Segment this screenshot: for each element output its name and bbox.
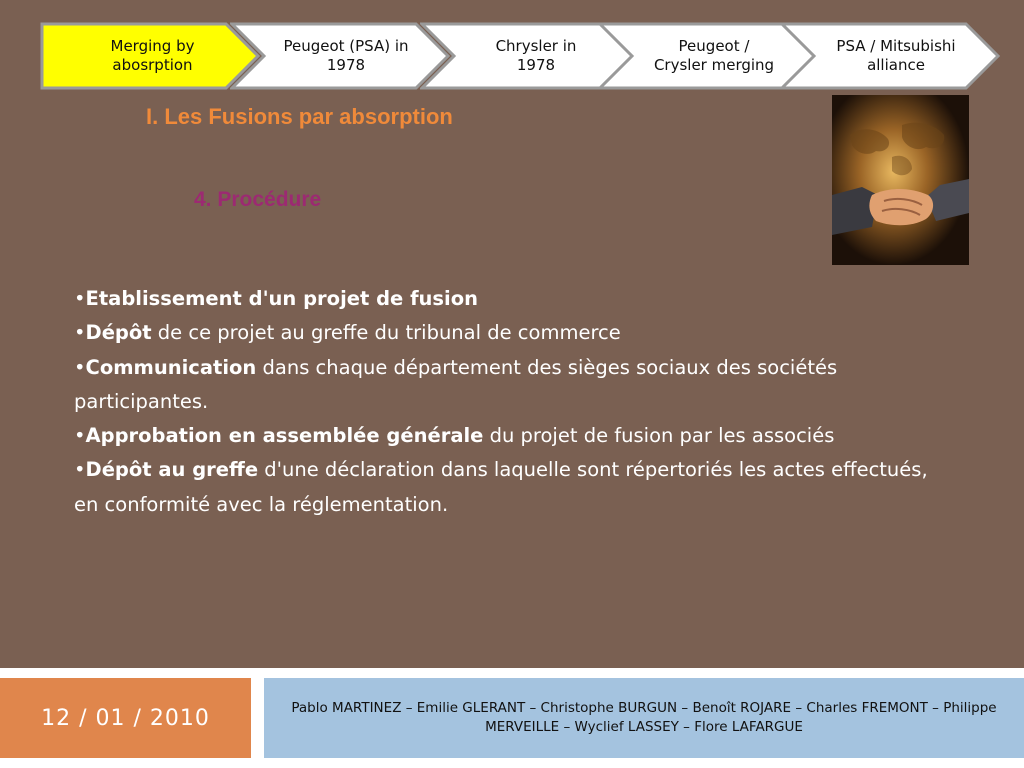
bullet-item: •Dépôt de ce projet au greffe du tribunal de commerce [74, 321, 621, 345]
bullet-bold: Approbation en assemblée générale [85, 424, 484, 448]
chevron-step-3-label: Chrysler in 1978 [495, 37, 577, 74]
chevron-step-2[interactable] [230, 22, 450, 90]
subsection-title: 4. Procédure [194, 188, 322, 211]
bullet-text: de ce projet au greffe du tribunal de commerce [151, 321, 621, 345]
footer-authors: Pablo MARTINEZ – Emilie GLERANT – Christophe BURGUN – Benoît ROJARE – Charles FREMONT – Philippe MERVEILLE – Wyclief LASSEY – Flore LAFARGUE [264, 678, 1024, 758]
chevron-step-2-label: Peugeot (PSA) in 1978 [283, 37, 409, 74]
bullet-bold: Communication [85, 355, 257, 379]
bullet-bold: Etablissement d'un projet de fusion [85, 287, 479, 310]
bullet-text: dans chaque département des sièges sociaux des sociétés participantes. [74, 355, 838, 413]
handshake-image [832, 95, 969, 265]
bullet-text: d'une déclaration dans laquelle sont répertoriés les actes effectués, en conformité avec la réglementation. [74, 458, 928, 516]
bullet-item: •Approbation en assemblée générale du projet de fusion par les associés [74, 424, 835, 448]
handshake-illustration [832, 95, 969, 265]
chevron-step-1-label: Merging by abosrption [110, 37, 195, 74]
chevron-step-5[interactable] [780, 22, 1000, 90]
bullet-text: du projet de fusion par les associés [483, 424, 835, 448]
procedure-bullet-list [74, 282, 944, 522]
section-title: I. Les Fusions par absorption [146, 104, 453, 129]
chevron-step-5-label: PSA / Mitsubishi alliance [836, 37, 956, 74]
process-chevron-nav [40, 22, 1000, 90]
bullet-item: •Dépôt au greffe d'une déclaration dans laquelle sont répertoriés les actes effectués, en conformité avec la réglementation. [74, 458, 928, 516]
bullet-item: •Etablissement d'un projet de fusion [74, 287, 479, 310]
chevron-step-4-label: Peugeot / Crysler merging [653, 37, 775, 74]
chevron-step-1[interactable] [40, 22, 260, 90]
bullet-bold: Dépôt au greffe [85, 458, 259, 482]
bullet-item: •Communication dans chaque département des sièges sociaux des sociétés participantes. [74, 355, 838, 413]
bullet-bold: Dépôt [85, 321, 152, 345]
footer-date: 12 / 01 / 2010 [0, 678, 251, 758]
